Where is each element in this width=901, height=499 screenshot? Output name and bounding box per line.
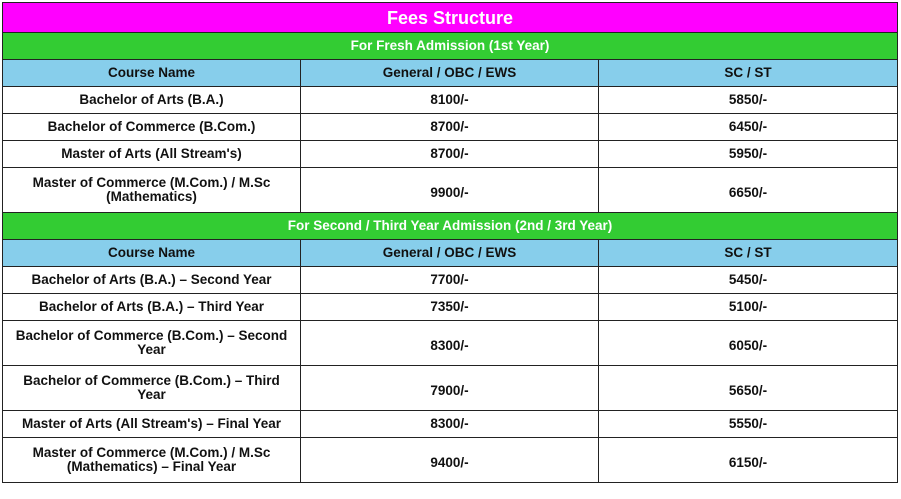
column-header-general: General / OBC / EWS — [301, 60, 599, 87]
section-heading-row — [3, 213, 898, 240]
course-name-cell: Master of Arts (All Stream's) — [3, 141, 301, 168]
general-fee-cell: 9900/- — [301, 168, 599, 213]
scst-fee-cell: 5650/- — [599, 366, 898, 411]
scst-fee-cell: 6050/- — [599, 321, 898, 366]
section-heading-fresh: For Fresh Admission (1st Year) — [3, 33, 898, 60]
scst-fee-cell: 6650/- — [599, 168, 898, 213]
fees-structure-table — [2, 2, 898, 483]
general-fee-cell: 8300/- — [301, 321, 599, 366]
table-title: Fees Structure — [3, 3, 898, 33]
table-row — [3, 141, 898, 168]
table-row — [3, 168, 898, 213]
scst-fee-cell: 5450/- — [599, 267, 898, 294]
column-header-row — [3, 240, 898, 267]
table-row — [3, 411, 898, 438]
course-name-cell: Bachelor of Commerce (B.Com.) — [3, 114, 301, 141]
table-row — [3, 267, 898, 294]
scst-fee-cell: 6450/- — [599, 114, 898, 141]
column-header-course: Course Name — [3, 240, 301, 267]
scst-fee-cell: 5850/- — [599, 87, 898, 114]
title-row — [3, 3, 898, 33]
scst-fee-cell: 5550/- — [599, 411, 898, 438]
general-fee-cell: 8100/- — [301, 87, 599, 114]
table-row — [3, 114, 898, 141]
general-fee-cell: 7350/- — [301, 294, 599, 321]
course-name-cell: Bachelor of Arts (B.A.) – Second Year — [3, 267, 301, 294]
course-name-cell: Bachelor of Arts (B.A.) — [3, 87, 301, 114]
course-name-cell: Master of Arts (All Stream's) – Final Year — [3, 411, 301, 438]
column-header-row — [3, 60, 898, 87]
course-name-cell: Master of Commerce (M.Com.) / M.Sc (Mathematics) – Final Year — [3, 438, 301, 483]
general-fee-cell: 7700/- — [301, 267, 599, 294]
course-name-cell: Bachelor of Arts (B.A.) – Third Year — [3, 294, 301, 321]
general-fee-cell: 7900/- — [301, 366, 599, 411]
general-fee-cell: 8300/- — [301, 411, 599, 438]
table-row — [3, 321, 898, 366]
section-heading-row — [3, 33, 898, 60]
table-row — [3, 294, 898, 321]
column-header-general: General / OBC / EWS — [301, 240, 599, 267]
course-name-cell: Bachelor of Commerce (B.Com.) – Third Year — [3, 366, 301, 411]
column-header-scst: SC / ST — [599, 60, 898, 87]
column-header-scst: SC / ST — [599, 240, 898, 267]
scst-fee-cell: 5950/- — [599, 141, 898, 168]
general-fee-cell: 8700/- — [301, 141, 599, 168]
table-row — [3, 87, 898, 114]
table-row — [3, 366, 898, 411]
general-fee-cell: 9400/- — [301, 438, 599, 483]
scst-fee-cell: 6150/- — [599, 438, 898, 483]
table-row — [3, 438, 898, 483]
course-name-cell: Bachelor of Commerce (B.Com.) – Second Year — [3, 321, 301, 366]
column-header-course: Course Name — [3, 60, 301, 87]
scst-fee-cell: 5100/- — [599, 294, 898, 321]
course-name-cell: Master of Commerce (M.Com.) / M.Sc (Mathematics) — [3, 168, 301, 213]
section-heading-second-third: For Second / Third Year Admission (2nd / 3rd Year) — [3, 213, 898, 240]
general-fee-cell: 8700/- — [301, 114, 599, 141]
